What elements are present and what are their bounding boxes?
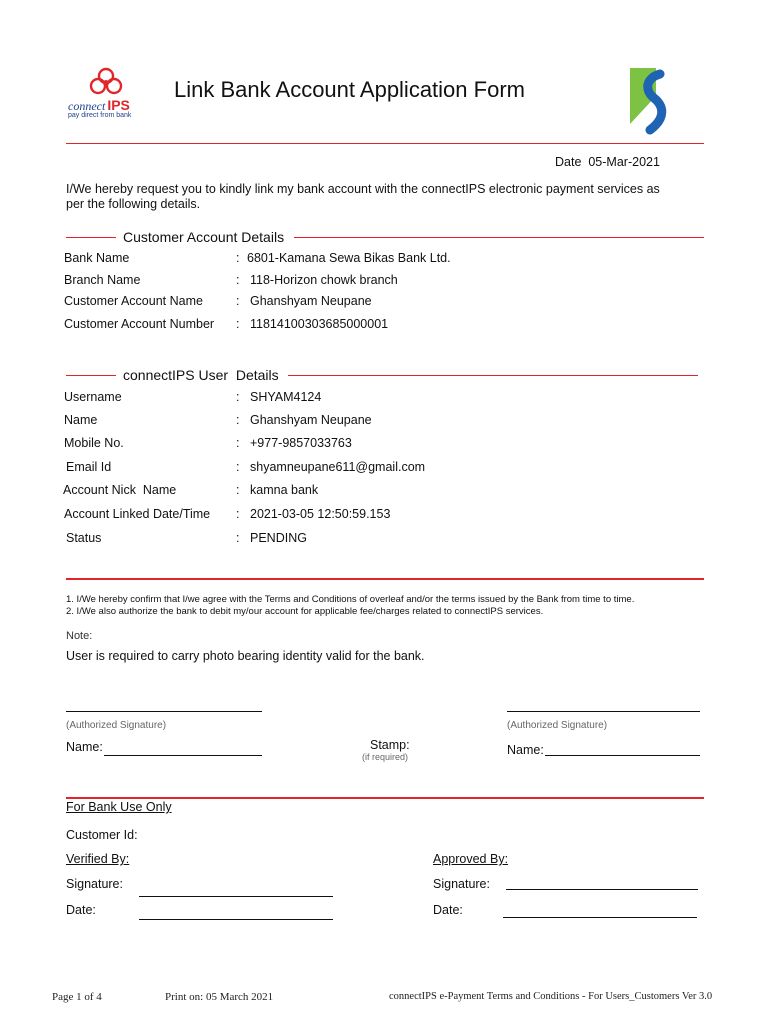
user-row-label: Account Nick Name [63,483,177,497]
approved-date-label: Date: [433,903,463,917]
bank-use-heading: For Bank Use Only [66,800,172,814]
user-row-value: 2021-03-05 12:50:59.153 [250,507,391,521]
user-heading-rule-left [66,375,116,376]
customer-row-label: Customer Account Name [64,294,203,308]
date-value: 05-Mar-2021 [588,155,660,169]
verified-date-line [139,919,333,920]
user-row-label: Username [64,390,122,404]
stamp-label: Stamp: [370,738,410,752]
user-row-label: Status [66,531,102,545]
bank-use-divider [66,797,704,799]
note-label: Note: [66,630,93,642]
customer-row-label: Customer Account Number [64,317,215,331]
separator: : [236,507,240,521]
customer-heading-rule-left [66,237,116,238]
footer-print-date: Print on: 05 March 2021 [165,991,274,1003]
logo-ips-text: IPS [107,97,130,113]
user-row-value: SHYAM4124 [250,390,322,404]
intro-line-2: per the following details. [66,197,201,211]
customer-row-value: 6801-Kamana Sewa Bikas Bank Ltd. [247,251,451,265]
footer-document-title: connectIPS e-Payment Terms and Conditions - For Users_Customers Ver 3.0 [389,991,713,1002]
separator: : [236,436,240,450]
connectips-flower-icon [88,66,124,100]
user-section-heading: connectIPS User Details [123,367,279,383]
separator: : [236,413,240,427]
right-signature-line [507,711,700,712]
terms-divider [66,578,704,580]
user-row-label: Account Linked Date/Time [64,507,211,521]
verified-date-label: Date: [66,903,96,917]
separator: : [236,251,240,265]
user-row-label: Email Id [66,460,112,474]
left-signature-label: (Authorized Signature) [66,720,167,731]
separator: : [236,317,240,331]
verified-by-label: Verified By: [66,852,130,866]
stamp-sublabel: (if required) [362,752,409,762]
customer-row-value: Ghanshyam Neupane [250,294,372,308]
logo-connect-text: connect [68,99,106,113]
separator: : [236,294,240,308]
right-signature-label: (Authorized Signature) [507,720,608,731]
approved-date-line [503,917,697,918]
date-field [555,156,660,169]
left-name-label: Name: [66,740,103,754]
customer-section-heading: Customer Account Details [123,229,285,245]
user-row-value: Ghanshyam Neupane [250,413,372,427]
customer-row-label: Bank Name [64,251,130,265]
customer-row-value: 11814100303685000001 [250,317,389,331]
user-row-label: Mobile No. [64,436,124,450]
intro-line-1: I/We hereby request you to kindly link my bank account with the connectIPS electronic payment services as [66,182,660,196]
user-row-value: PENDING [250,531,307,545]
footer-page-number: Page 1 of 4 [52,991,102,1003]
connectips-logo [66,66,146,126]
terms-line-1: 1. I/We hereby confirm that I/we agree with the Terms and Conditions of overleaf and/or the terms issued by the Bank from time to time. [66,594,635,605]
approved-by-label: Approved By: [433,852,509,866]
terms-line-2: 2. I/We also authorize the bank to debit my/our account for applicable fee/charges related to connectIPS services. [66,606,544,617]
customer-row-label: Branch Name [64,273,141,287]
left-signature-line [66,711,262,712]
page-title: Link Bank Account Application Form [174,77,525,102]
verified-signature-label: Signature: [66,877,123,891]
header-divider [66,143,704,144]
separator: : [236,273,240,287]
user-row-label: Name [64,413,98,427]
approved-signature-label: Signature: [433,877,490,891]
separator: : [236,531,240,545]
logo-tagline: pay direct from bank [68,112,132,119]
left-name-line [104,755,262,756]
customer-id-label: Customer Id: [66,828,138,842]
right-name-label: Name: [507,743,544,757]
customer-row-value: 118-Horizon chowk branch [250,273,398,287]
approved-signature-line [506,889,698,890]
note-text: User is required to carry photo bearing identity valid for the bank. [66,649,425,663]
bank-logo-icon [626,66,676,138]
user-row-value: +977-9857033763 [250,436,352,450]
user-row-value: shyamneupane611@gmail.com [250,460,426,474]
date-label: Date [555,155,582,169]
verified-signature-line [139,896,333,897]
user-row-value: kamna bank [250,483,319,497]
separator: : [236,390,240,404]
user-heading-rule-right [288,375,698,376]
right-name-line [545,755,700,756]
separator: : [236,460,240,474]
separator: : [236,483,240,497]
customer-heading-rule-right [294,237,704,238]
